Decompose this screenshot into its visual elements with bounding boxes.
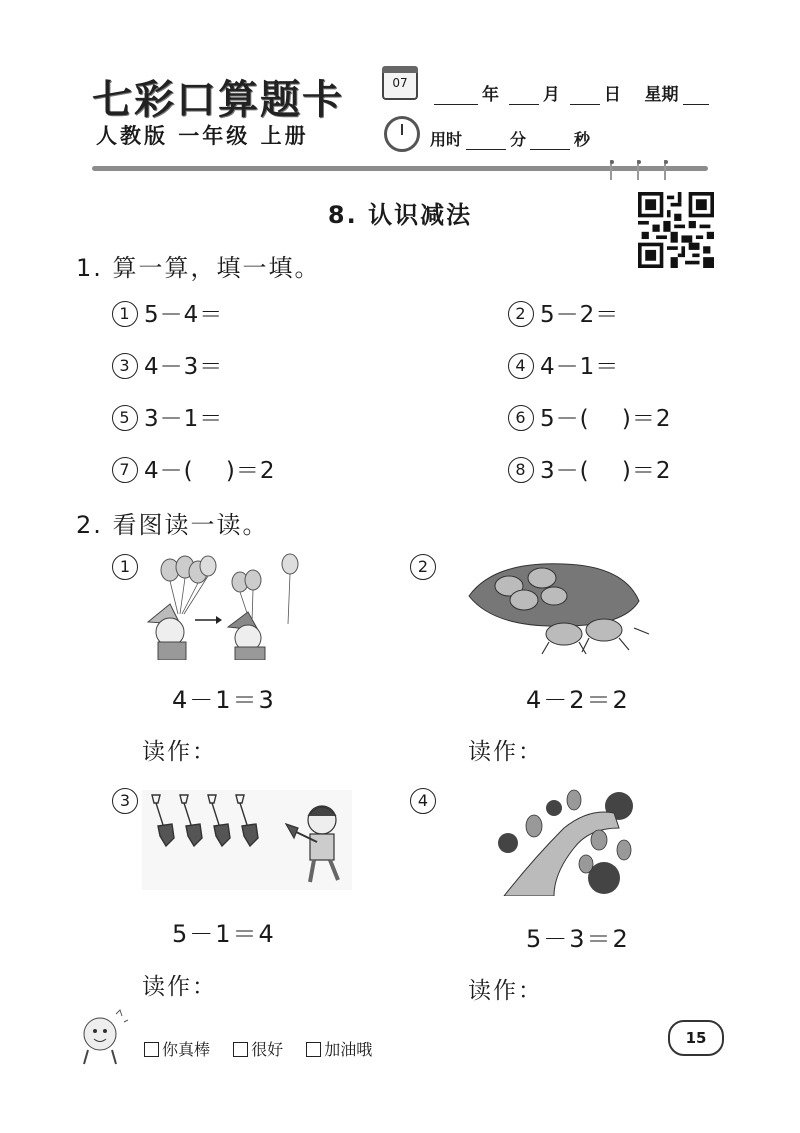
clock-icon [384, 116, 420, 152]
circled-number: 4 [410, 788, 436, 814]
problem-item [508, 400, 672, 433]
circled-number: 3 [112, 788, 138, 814]
problem-item [112, 296, 223, 329]
problem-item [508, 296, 619, 329]
date-day-label: 日 [603, 85, 621, 105]
time-used-label: 用时 [430, 130, 463, 149]
problem-item [112, 452, 276, 485]
clown-balloons-picture [140, 552, 305, 660]
self-evaluation [144, 1037, 390, 1060]
date-fill-line [430, 80, 713, 105]
problem-expression[interactable]: 3－1＝ [144, 406, 224, 432]
calendar-icon [382, 66, 418, 100]
circled-number: 8 [508, 457, 534, 483]
date-year-label: 年 [482, 85, 499, 105]
circled-number: 2 [410, 554, 436, 580]
calendar-day: 07 [392, 76, 408, 90]
checkbox[interactable] [233, 1042, 248, 1057]
page-number: 15 [668, 1020, 724, 1056]
equation: 4－2＝2 [526, 686, 630, 714]
circled-number: 1 [112, 554, 138, 580]
problem-expression[interactable]: 4－( )＝2 [144, 458, 276, 484]
circled-number: 1 [112, 301, 138, 327]
read-as-label[interactable]: 读作： [468, 978, 543, 1004]
problem-expression[interactable]: 5－4＝ [144, 302, 224, 328]
eval-option-label: 很好 [251, 1040, 284, 1059]
eval-option-label: 加油哦 [324, 1040, 373, 1059]
read-as-label[interactable]: 读作： [142, 739, 217, 765]
problem-expression[interactable]: 3－( )＝2 [540, 458, 672, 484]
problem-item [508, 452, 672, 485]
divider-pin [637, 160, 639, 180]
lesson-title: 8. 认识减法 [327, 201, 473, 229]
time-min-label: 分 [510, 130, 527, 149]
problem-expression[interactable]: 4－1＝ [540, 354, 620, 380]
problem-expression[interactable]: 5－2＝ [540, 302, 620, 328]
eval-option-label: 你真棒 [162, 1040, 211, 1059]
problem-expression[interactable]: 4－3＝ [144, 354, 224, 380]
circled-number: 2 [508, 301, 534, 327]
time-fill-line [430, 127, 590, 150]
squirrels-tree-picture [494, 788, 644, 896]
frogs-picture [464, 556, 654, 658]
problem-expression[interactable]: 5－( )＝2 [540, 406, 672, 432]
problem-item [112, 400, 223, 433]
edition-label: 人教版 一年级 上册 [96, 124, 309, 148]
section2-heading: 2. 看图读一读。 [76, 511, 269, 539]
read-as-label[interactable]: 读作： [468, 739, 543, 765]
date-month-label: 月 [542, 85, 560, 105]
brand-title: 七彩口算题卡 [92, 76, 344, 123]
circled-number: 5 [112, 405, 138, 431]
time-sec-label: 秒 [574, 130, 591, 149]
divider-pin [610, 160, 612, 180]
circled-number: 7 [112, 457, 138, 483]
circled-number: 3 [112, 353, 138, 379]
divider-pin [664, 160, 666, 180]
circled-number: 4 [508, 353, 534, 379]
problem-item [112, 348, 223, 381]
equation: 4－1＝3 [172, 686, 276, 714]
checkbox[interactable] [144, 1042, 159, 1057]
equation: 5－3＝2 [526, 925, 630, 953]
circled-number: 6 [508, 405, 534, 431]
checkbox[interactable] [306, 1042, 321, 1057]
date-week-label: 星期 [644, 85, 679, 105]
mascot-icon [70, 1004, 134, 1068]
header-divider [92, 166, 708, 171]
shovels-boy-picture [142, 790, 352, 892]
equation: 5－1＝4 [172, 920, 276, 948]
read-as-label[interactable]: 读作： [142, 974, 217, 1000]
section1-heading: 1. 算一算，填一填。 [76, 254, 321, 282]
problem-item [508, 348, 619, 381]
